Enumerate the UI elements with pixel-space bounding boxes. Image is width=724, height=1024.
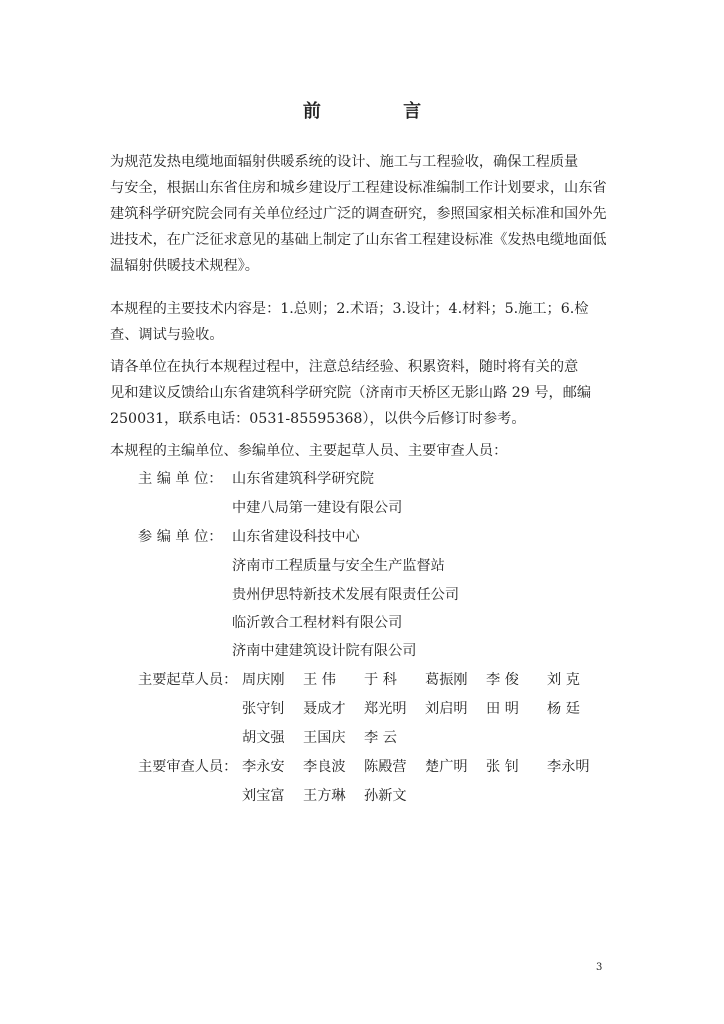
- text-line: 查、调试与验收。: [110, 327, 224, 343]
- text-line: 与安全，根据山东省住房和城乡建设厅工程建设标准编制工作计划要求，山东省: [110, 180, 607, 196]
- reviewers-names: [242, 783, 425, 809]
- participating-unit: 济南市工程质量与安全生产监督站: [232, 558, 445, 574]
- participating-units-label: 参 编 单 位：: [138, 529, 223, 545]
- drafters-names: [242, 725, 425, 751]
- person-name: 孙新文: [364, 788, 407, 804]
- person-name: 王 伟: [303, 672, 336, 688]
- person-name: 周庆刚: [242, 672, 285, 688]
- page-title: 前 言: [302, 101, 460, 122]
- text-line: 本规程的主编单位、参编单位、主要起草人员、主要审查人员：: [110, 443, 508, 459]
- person-name: 张守钊: [242, 701, 285, 717]
- person-name: 李永安: [242, 759, 285, 775]
- participating-unit: 山东省建设科技中心: [232, 529, 360, 545]
- text-line: 请各单位在执行本规程过程中，注意总结经验、积累资料，随时将有关的意: [110, 359, 579, 375]
- drafters-names: [242, 696, 608, 722]
- person-name: 刘启明: [425, 701, 468, 717]
- person-name: 李永明: [547, 759, 590, 775]
- person-name: 楚广明: [425, 759, 468, 775]
- person-name: 郑光明: [364, 701, 407, 717]
- person-name: 葛振刚: [425, 672, 468, 688]
- participating-unit: 济南中建建筑设计院有限公司: [232, 643, 417, 659]
- units-intro: [110, 438, 618, 464]
- person-name: 王国庆: [303, 730, 346, 746]
- participating-unit: 临沂敦合工程材料有限公司: [232, 615, 403, 631]
- chief-unit: 中建八局第一建设有限公司: [232, 500, 403, 516]
- person-name: 张 钊: [486, 759, 519, 775]
- feedback-paragraph: [110, 354, 618, 432]
- participating-unit: 贵州伊思特新技术发展有限责任公司: [232, 587, 460, 603]
- text-line: 见和建议反馈给山东省建筑科学研究院（济南市天桥区无影山路 29 号，邮编: [110, 385, 592, 401]
- intro-paragraph: [110, 149, 618, 279]
- person-name: 刘 克: [547, 672, 580, 688]
- reviewers-label: 主要审查人员：: [138, 759, 238, 775]
- person-name: 田 明: [486, 701, 519, 717]
- person-name: 李 俊: [486, 672, 519, 688]
- person-name: 于 科: [364, 672, 397, 688]
- content-paragraph: [110, 296, 618, 348]
- text-line: 为规范发热电缆地面辐射供暖系统的设计、施工与工程验收，确保工程质量: [110, 154, 579, 170]
- text-line: 温辐射供暖技术规程》。: [110, 258, 259, 274]
- drafters-names: [242, 667, 608, 693]
- text-line: 250031，联系电话：0531-85595368），以供今后修订时参考。: [110, 411, 526, 427]
- person-name: 李 云: [364, 730, 397, 746]
- person-name: 胡文强: [242, 730, 285, 746]
- person-name: 杨 廷: [547, 701, 580, 717]
- chief-units-label: 主 编 单 位：: [138, 471, 223, 487]
- chief-unit: 山东省建筑科学研究院: [232, 471, 374, 487]
- text-line: 进技术，在广泛征求意见的基础上制定了山东省工程建设标准《发热电缆地面低: [110, 232, 607, 248]
- text-line: 建筑科学研究院会同有关单位经过广泛的调查研究，参照国家相关标准和国外先: [110, 206, 607, 222]
- person-name: 陈殿营: [364, 759, 407, 775]
- person-name: 王方琳: [303, 788, 346, 804]
- person-name: 李良波: [303, 759, 346, 775]
- person-name: 聂成才: [303, 701, 346, 717]
- drafters-label: 主要起草人员：: [138, 672, 238, 688]
- reviewers-names: [242, 754, 608, 780]
- text-line: 本规程的主要技术内容是：1.总则；2.术语；3.设计；4.材料；5.施工；6.检: [110, 301, 589, 317]
- person-name: 刘宝富: [242, 788, 285, 804]
- page-number: 3: [596, 962, 603, 973]
